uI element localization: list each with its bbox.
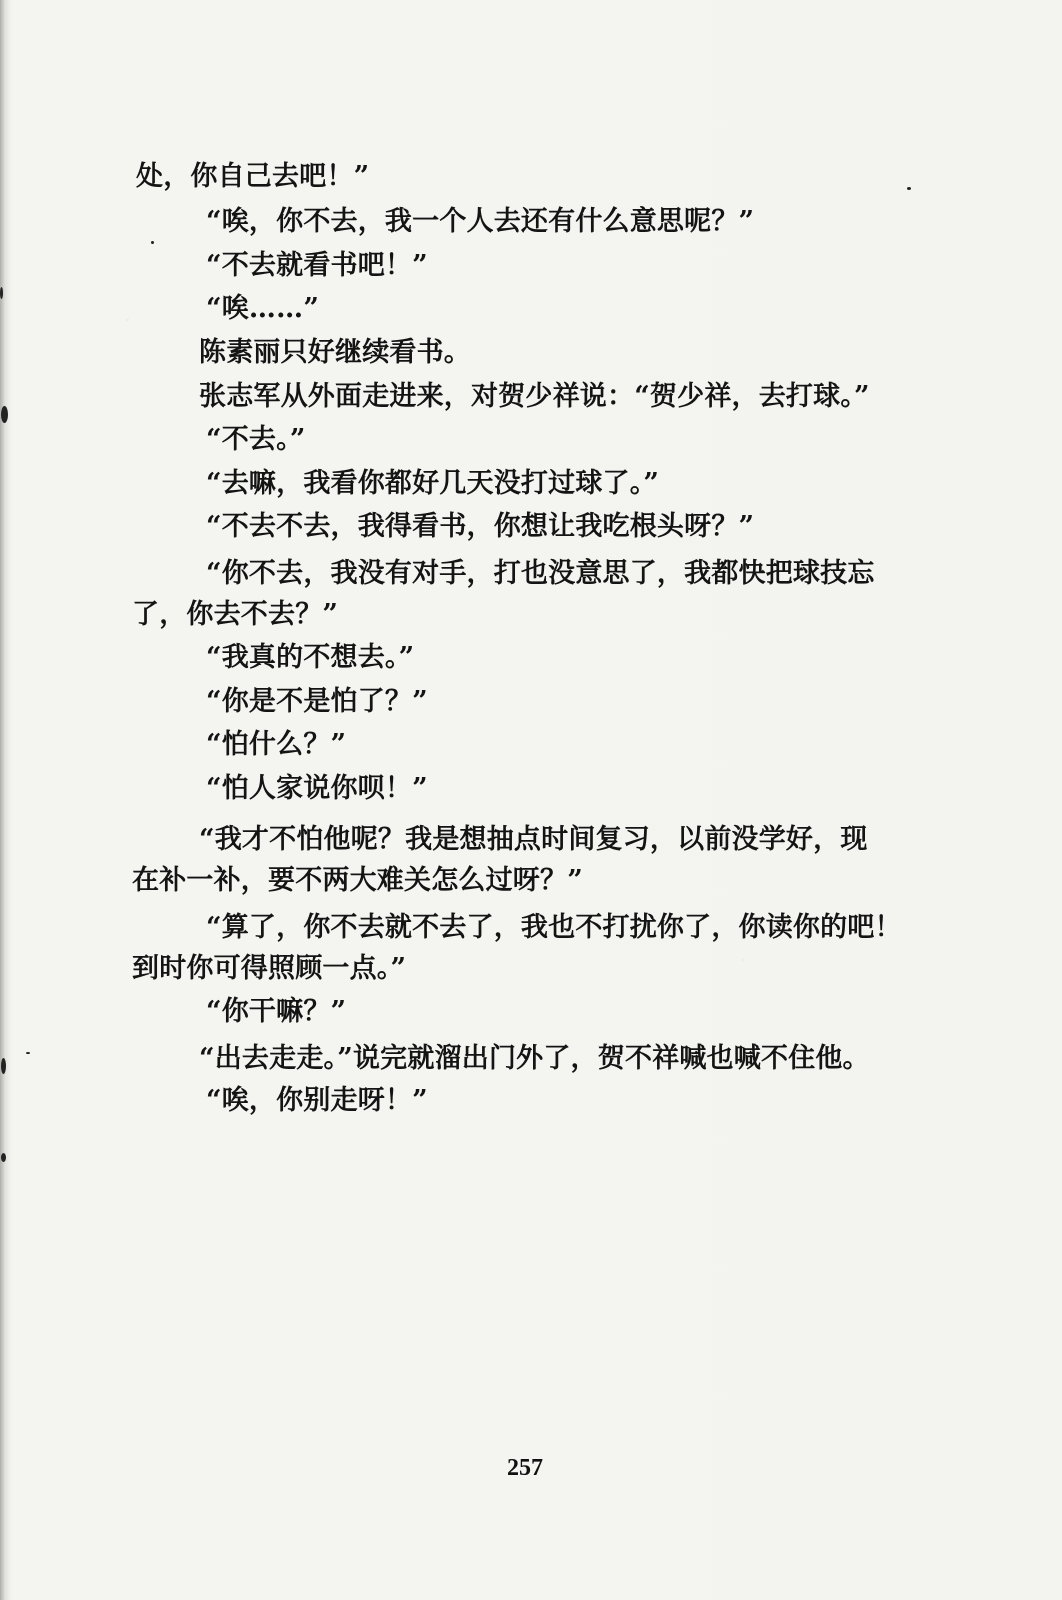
text-line: 在补一补，要不两大难关怎么过呀？” — [132, 865, 583, 896]
text-line: “不去就看书吧！” — [206, 250, 428, 281]
text-line: “不去不去，我得看书，你想让我吃根头呀？” — [206, 511, 755, 542]
page-number: 257 — [507, 1455, 543, 1481]
text-line: “唉……” — [206, 293, 320, 324]
text-line: “你不去，我没有对手，打也没意思了，我都快把球技忘 — [206, 558, 875, 589]
text-line: “算了，你不去就不去了，我也不打扰你了，你读你的吧！ — [206, 912, 902, 943]
text-line: “唉，你不去，我一个人去还有什么意思呢？” — [206, 206, 755, 237]
text-line: “唉，你别走呀！” — [206, 1085, 428, 1116]
text-line: “出去走走。”说完就溜出门外了，贺不祥喊也喊不住他。 — [199, 1043, 870, 1074]
text-line: “我真的不想去。” — [206, 642, 415, 673]
text-line: “怕人家说你呗！” — [206, 773, 428, 804]
text-line: 到时你可得照顾一点。” — [132, 953, 407, 984]
text-line: “你是不是怕了？” — [206, 686, 428, 717]
text-line: 陈素丽只好继续看书。 — [199, 337, 471, 368]
text-line: 处，你自己去吧！” — [136, 161, 370, 192]
text-line: “你干嘛？” — [206, 996, 347, 1027]
text-line: “去嘛，我看你都好几天没打过球了。” — [206, 468, 660, 499]
text-line: 了，你去不去？” — [132, 599, 339, 630]
text-line: “怕什么？” — [206, 729, 347, 760]
text-line: “我才不怕他呢？我是想抽点时间复习，以前没学好，现 — [199, 824, 868, 855]
text-line: “不去。” — [206, 424, 306, 455]
text-line: 张志军从外面走进来，对贺少祥说：“贺少祥，去打球。” — [199, 381, 870, 412]
